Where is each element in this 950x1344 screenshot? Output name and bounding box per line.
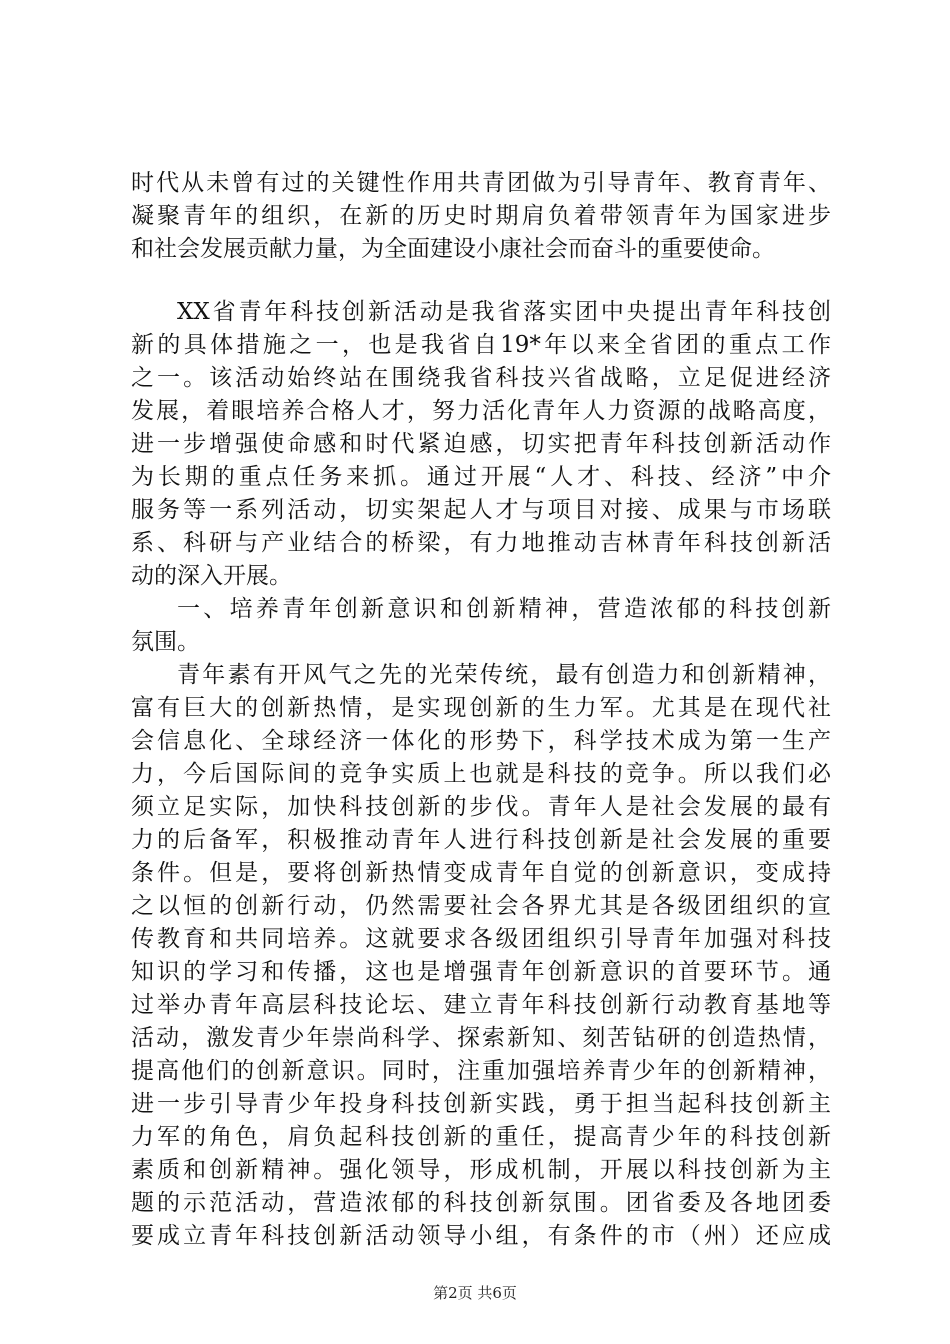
- section-heading: 氛围。: [131, 629, 200, 655]
- page-footer: [0, 1283, 950, 1303]
- text-line: 进一步引导青少年投身科技创新实践，勇于担当起科技创新主: [131, 1091, 831, 1117]
- text-line: 凝聚青年的组织，在新的历史时期肩负着带领青年为国家进步: [131, 203, 831, 229]
- text-line: 进一步增强使命感和时代紧迫感，切实把青年科技创新活动作: [131, 431, 831, 457]
- text-line: 力军的角色，肩负起科技创新的重任，提高青少年的科技创新: [131, 1124, 831, 1150]
- text-line: 素质和创新精神。强化领导，形成机制，开展以科技创新为主: [131, 1157, 831, 1183]
- text-line: 之以恒的创新行动，仍然需要社会各界尤其是各级团组织的宣: [131, 893, 831, 919]
- section-heading: 一、培养青年创新意识和创新精神，营造浓郁的科技创新: [177, 596, 831, 622]
- text-line: 富有巨大的创新热情，是实现创新的生力军。尤其是在现代社: [131, 695, 831, 721]
- text-line: 力的后备军，积极推动青年人进行科技创新是社会发展的重要: [131, 827, 831, 853]
- text-line: 新的具体措施之一，也是我省自19*年以来全省团的重点工作: [131, 332, 831, 358]
- page-number-label: 第2页 共6页: [433, 1284, 517, 1302]
- text-line: 题的示范活动，营造浓郁的科技创新氛围。团省委及各地团委: [131, 1190, 831, 1216]
- text-line: 发展，着眼培养合格人才，努力活化青年人力资源的战略高度，: [131, 398, 831, 424]
- text-line: 服务等一系列活动，切实架起人才与项目对接、成果与市场联: [131, 497, 831, 523]
- text-line: 力，今后国际间的竞争实质上也就是科技的竞争。所以我们必: [131, 761, 831, 787]
- paragraph-continuation: [131, 167, 831, 266]
- text-line: 为长期的重点任务来抓。通过开展“人才、科技、经济”中介: [131, 464, 831, 490]
- text-line: XX省青年科技创新活动是我省落实团中央提出青年科技创: [177, 299, 831, 325]
- text-line: 之一。该活动始终站在围绕我省科技兴省战略，立足促进经济: [131, 365, 831, 391]
- text-line: 提高他们的创新意识。同时，注重加强培养青少年的创新精神，: [131, 1058, 831, 1084]
- text-line: 条件。但是，要将创新热情变成青年自觉的创新意识，变成持: [131, 860, 831, 886]
- text-line: 传教育和共同培养。这就要求各级团组织引导青年加强对科技: [131, 926, 831, 952]
- text-line: 活动，激发青少年崇尚科学、探索新知、刻苦钻研的创造热情，: [131, 1025, 831, 1051]
- text-line: 知识的学习和传播，这也是增强青年创新意识的首要环节。通: [131, 959, 831, 985]
- text-line: 系、科研与产业结合的桥梁，有力地推动吉林青年科技创新活: [131, 530, 831, 556]
- text-line: 时代从未曾有过的关键性作用共青团做为引导青年、教育青年、: [131, 170, 831, 196]
- text-line: 要成立青年科技创新活动领导小组，有条件的市（州）还应成: [131, 1223, 831, 1249]
- text-line: 过举办青年高层科技论坛、建立青年科技创新行动教育基地等: [131, 992, 831, 1018]
- text-line: 青年素有开风气之先的光荣传统，最有创造力和创新精神，: [177, 662, 831, 688]
- text-line: 会信息化、全球经济一体化的形势下，科学技术成为第一生产: [131, 728, 831, 754]
- document-body: [131, 296, 831, 1253]
- text-line: 须立足实际，加快科技创新的步伐。青年人是社会发展的最有: [131, 794, 831, 820]
- text-line: 和社会发展贡献力量，为全面建设小康社会而奋斗的重要使命。: [131, 236, 775, 262]
- text-line: 动的深入开展。: [131, 563, 292, 589]
